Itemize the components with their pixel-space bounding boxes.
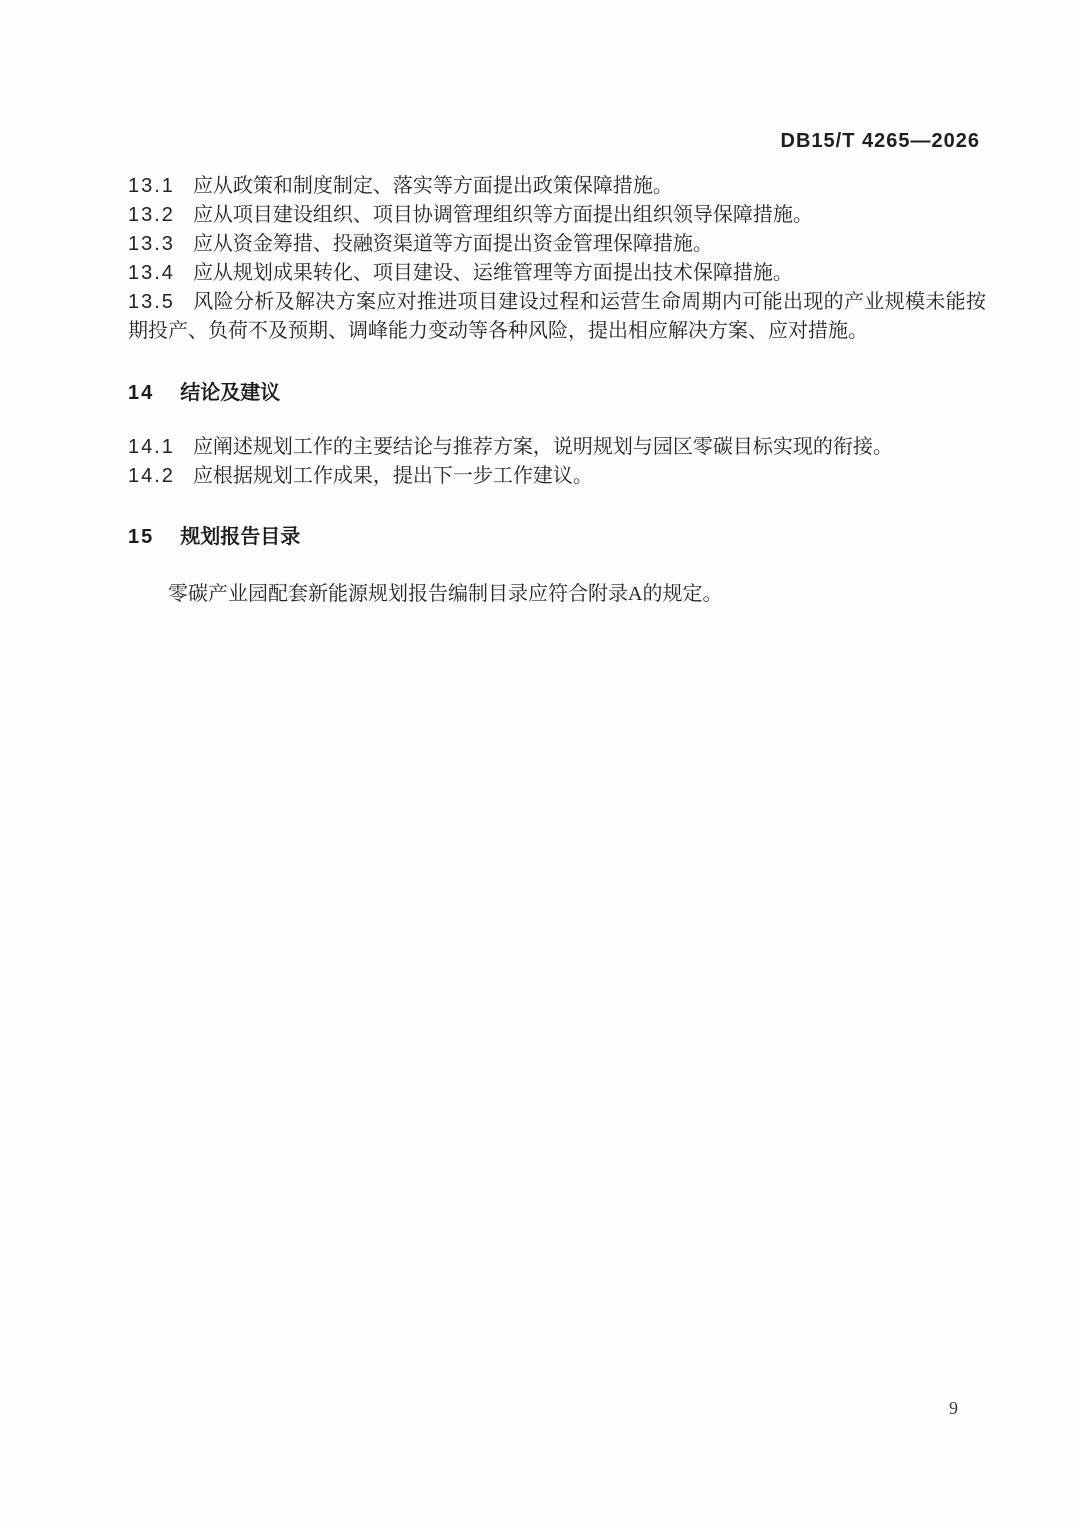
clause-13-2 — [128, 201, 986, 230]
doc-number: DB15/T 4265—2026 — [780, 130, 980, 152]
clause-13-4-number: 13.4 — [128, 262, 175, 284]
clause-13-4-text: 应从规划成果转化、项目建设、运维管理等方面提出技术保障措施。 — [192, 262, 793, 284]
section-14-number: 14 — [128, 382, 155, 404]
clause-13-5 — [128, 288, 986, 346]
section-15-title: 规划报告目录 — [180, 526, 301, 548]
clause-13-2-number: 13.2 — [128, 204, 175, 226]
section-14-title: 结论及建议 — [180, 382, 281, 404]
section-15-paragraph: 零碳产业园配套新能源规划报告编制目录应符合附录A的规定。 — [168, 583, 723, 605]
clause-13-2-text: 应从项目建设组织、项目协调管理组织等方面提出组织领导保障措施。 — [192, 204, 813, 226]
clause-14-2-text: 应根据规划工作成果，提出下一步工作建议。 — [192, 465, 593, 487]
clause-13-4 — [128, 259, 986, 288]
clause-13-5-number: 13.5 — [128, 291, 175, 313]
section-15-number: 15 — [128, 526, 155, 548]
clause-14-2-number: 14.2 — [128, 465, 175, 487]
clause-13-3-number: 13.3 — [128, 233, 175, 255]
document-header — [128, 130, 980, 153]
section-14-heading — [128, 379, 986, 408]
clause-13-1-text: 应从政策和制度制定、落实等方面提出政策保障措施。 — [192, 175, 673, 197]
clause-14-1-text: 应阐述规划工作的主要结论与推荐方案，说明规划与园区零碳目标实现的衔接。 — [192, 436, 893, 458]
clause-14-1-number: 14.1 — [128, 436, 175, 458]
page-footer — [949, 1398, 958, 1419]
clause-13-3-text: 应从资金筹措、投融资渠道等方面提出资金管理保障措施。 — [192, 233, 713, 255]
clause-13-5-text: 风险分析及解决方案应对推进项目建设过程和运营生命周期内可能出现的产业规模未能按期投产、负荷不及预期、调峰能力变动等各种风险，提出相应解决方案、应对措施。 — [128, 291, 986, 342]
page-number: 9 — [949, 1398, 958, 1418]
clause-13-3 — [128, 230, 986, 259]
document-body — [128, 172, 986, 609]
clause-14-1 — [128, 433, 986, 462]
clause-13-1-number: 13.1 — [128, 175, 175, 197]
section-15-heading — [128, 523, 986, 552]
clause-14-2 — [128, 462, 986, 491]
clause-13-1 — [128, 172, 986, 201]
